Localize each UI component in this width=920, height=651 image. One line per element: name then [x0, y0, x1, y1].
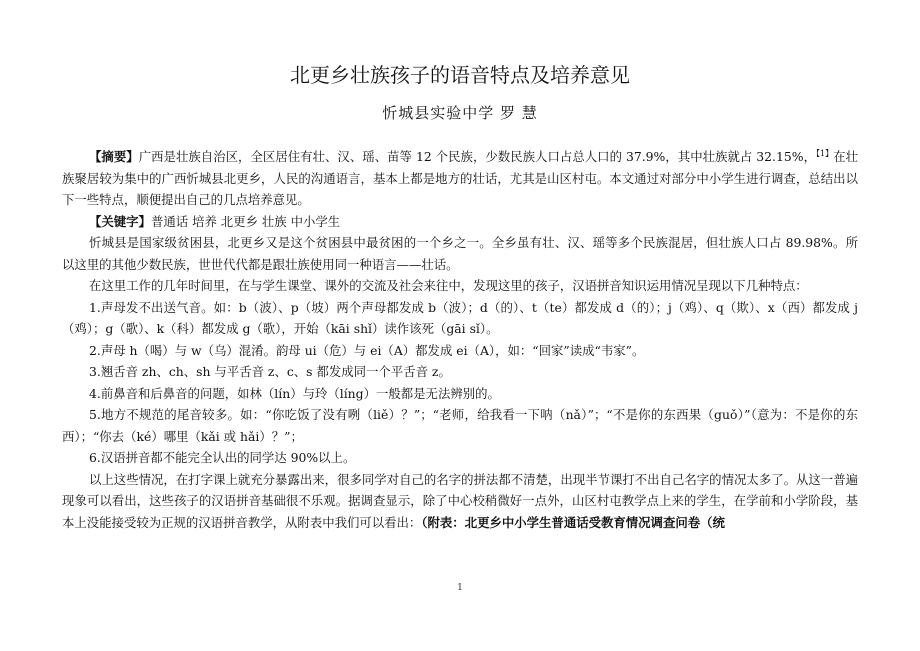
- summary-paragraph: [62, 469, 858, 534]
- feature-item-6: 6.汉语拼音都不能完全认出的同学达 90%以上。: [89, 450, 356, 465]
- abstract-text-part2: 在壮族聚居较为集中的广西忻城县北更乡，人民的沟通语言，基本上都是地方的壮话，尤其是山区村屯。本文通过对部分中小学生进行调查，总结出以下一些特点，顺便提出自己的几点培养意见。: [62, 149, 858, 207]
- feature-item-3: 3.翘舌音 zh、ch、sh 与平舌音 z、c、s 都发成同一个平舌音 z。: [89, 364, 451, 379]
- document-body: [62, 146, 858, 533]
- author-line: 忻城县实验中学 罗 慧: [382, 104, 538, 122]
- keywords-text: 普通话 培养 北更乡 壮族 中小学生: [150, 213, 341, 229]
- citation-marker: 【1】: [816, 148, 834, 158]
- appendix-reference: （附表：北更乡中小学生普通话受教育情况调查问卷（统: [421, 514, 725, 530]
- abstract-text-part1: 广西是壮族自治区，全区居住有壮、汉、瑶、苗等 12 个民族，少数民族人口占总人口的 37.9%，其中壮族就占 32.15%，: [138, 149, 816, 164]
- feature-item-5: 5.地方不规范的尾音较多。如：“你吃饭了没有咧（liě）？”；“老师，给我看一下呐（nǎ）”；“不是你的东西果（guǒ）”（意为：不是你的东西）；“你去（ké）哪里（kǎi 或 hǎi）？”；: [62, 407, 858, 444]
- summary-text: 以上这些情况，在打字课上就充分暴露出来，很多同学对自己的名字的拼法都不清楚，出现半节课打不出自己名字的情况太多了。从这一普遍现象可以看出，这些孩子的汉语拼音基础很不乐观。据调查显示，除了中心校稍微好一点外，山区村屯教学点上来的学生，在学前和小学阶段，基本上没能接受较为正规的汉语拼音教学，从附表中我们可以看出：: [62, 471, 858, 530]
- keywords-label: 【关键字】: [89, 213, 151, 229]
- intro-paragraph: 忻城县是国家级贫困县，北更乡又是这个贫困县中最贫困的一个乡之一。全乡虽有壮、汉、瑶等多个民族混居，但壮族人口占 89.98%。所以这里的其他少数民族，世世代代都是跟壮族使用同一种语言——壮话。: [62, 235, 858, 272]
- page-number: 1: [457, 583, 463, 593]
- document-title: 北更乡壮族孩子的语音特点及培养意见: [290, 63, 630, 87]
- feature-item-1: 1.声母发不出送气音。如：b（波）、p（坡）两个声母都发成 b（波）；d（的）、t（te）都发成 d（的）；j（鸡）、q（欺）、x（西）都发成 j（鸡）；g（歌）、k（科）都发成 g（歌），开始（kāi shǐ）读作该死（gāi sǐ）。: [62, 299, 858, 336]
- keywords-paragraph: [62, 211, 858, 233]
- abstract-label: 【摘要】: [89, 149, 139, 164]
- observation-paragraph: 在这里工作的几年时间里，在与学生课堂、课外的交流及社会来往中，发现这里的孩子，汉语拼音知识运用情况呈现以下几种特点：: [89, 278, 808, 293]
- abstract-paragraph: [62, 146, 858, 211]
- feature-item-4: 4.前鼻音和后鼻音的问题，如林（lín）与玲（líng）一般都是无法辨别的。: [89, 385, 500, 401]
- feature-item-2: 2.声母 h（喝）与 w（乌）混淆。韵母 ui（危）与 ei（A）都发成 ei（A），如：“回家”读成“韦家”。: [89, 342, 645, 358]
